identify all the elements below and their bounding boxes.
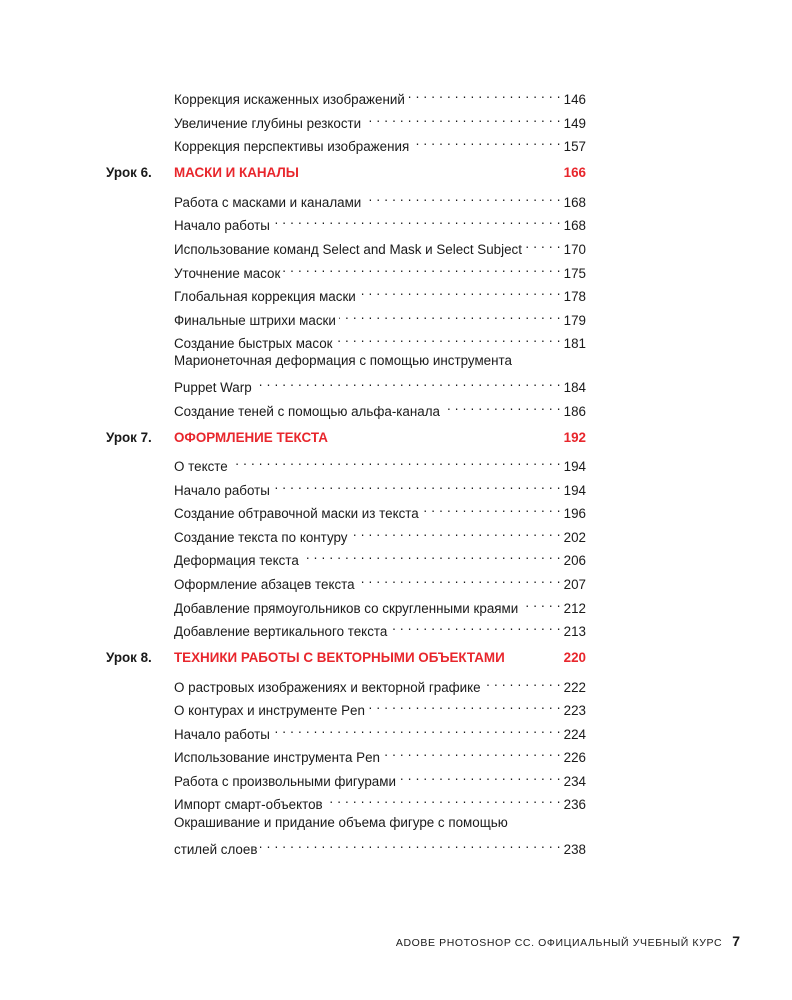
toc-entry[interactable] xyxy=(174,281,586,304)
toc-entry-page: 194 xyxy=(563,459,586,474)
toc-entry-title: Puppet Warp xyxy=(174,380,252,395)
toc-entry-page: 170 xyxy=(563,242,586,257)
dot-leader xyxy=(273,210,561,230)
toc-entry-title: Оформление абзацев текста xyxy=(174,577,355,592)
toc-entry-title: Начало работы xyxy=(174,218,270,233)
toc-entry-page: 207 xyxy=(563,577,586,592)
toc-entry-page: 222 xyxy=(563,680,586,695)
lesson-heading[interactable] xyxy=(174,648,586,668)
dot-leader xyxy=(443,396,561,416)
toc-entry[interactable] xyxy=(174,108,586,131)
toc-entry-title: Создание текста по контуру xyxy=(174,530,348,545)
dot-leader xyxy=(358,569,561,589)
toc-entry[interactable] xyxy=(174,569,586,592)
toc-entry-title: Деформация текста xyxy=(174,553,299,568)
toc-entry-title: Создание быстрых масок xyxy=(174,336,333,351)
toc-entry-title: Импорт смарт-объектов xyxy=(174,797,323,812)
toc-entry-page: 181 xyxy=(563,336,586,351)
toc-entry[interactable] xyxy=(174,234,586,257)
toc-entry-page: 194 xyxy=(563,483,586,498)
toc-entry-page: 223 xyxy=(563,703,586,718)
toc-entry-title: Глобальная коррекция маски xyxy=(174,289,356,304)
toc-entry-page: 212 xyxy=(563,601,586,616)
toc-entry-title: О растровых изображениях и векторной графике xyxy=(174,680,481,695)
toc-entry-first-line[interactable]: Окрашивание и придание объема фигуре с помощью xyxy=(174,815,508,830)
dot-leader xyxy=(364,187,560,207)
toc-entry-page: 179 xyxy=(563,313,586,328)
toc-entry-page: 196 xyxy=(563,506,586,521)
toc-entry-title: Начало работы xyxy=(174,727,270,742)
dot-leader xyxy=(399,766,561,786)
toc-entry[interactable] xyxy=(174,475,586,498)
dot-leader xyxy=(422,498,561,518)
toc-entry[interactable] xyxy=(174,498,586,521)
dot-leader xyxy=(326,789,561,809)
toc-entry-page: 213 xyxy=(563,624,586,639)
lesson-heading[interactable] xyxy=(174,428,586,448)
dot-leader xyxy=(351,522,561,542)
toc-entry[interactable] xyxy=(174,131,586,154)
toc-entry-title: О контурах и инструменте Pen xyxy=(174,703,365,718)
toc-entry-title: Добавление прямоугольников со скругленными краями xyxy=(174,601,519,616)
toc-entry[interactable] xyxy=(174,305,586,328)
dot-leader xyxy=(260,834,560,854)
toc-entry[interactable] xyxy=(174,451,586,474)
toc-entry-title: Использование команд Select and Mask и Select Subject xyxy=(174,242,522,257)
toc-entry-title: Коррекция перспективы изображения xyxy=(174,139,410,154)
toc-entry-title: Использование инструмента Pen xyxy=(174,750,380,765)
toc-entry-page: 157 xyxy=(563,139,586,154)
toc-entry[interactable] xyxy=(174,522,586,545)
toc-entry-page: 146 xyxy=(563,92,586,107)
running-footer-title: ADOBE PHOTOSHOP CC. ОФИЦИАЛЬНЫЙ УЧЕБНЫЙ КУРС xyxy=(395,937,723,949)
toc-entry[interactable] xyxy=(174,372,586,395)
page-footer xyxy=(396,933,740,953)
toc-entry-page: 186 xyxy=(563,404,586,419)
toc-entry-page: 149 xyxy=(563,116,586,131)
toc-entry[interactable] xyxy=(174,258,586,281)
dot-leader xyxy=(390,616,560,636)
dot-leader xyxy=(383,742,561,762)
page-number: 7 xyxy=(732,933,740,949)
toc-entry-page: 184 xyxy=(563,380,586,395)
lesson-title: ОФОРМЛЕНИЕ ТЕКСТА xyxy=(174,430,328,445)
toc-entry-title: О тексте xyxy=(174,459,228,474)
toc-entry[interactable] xyxy=(174,834,586,857)
toc-entry-page: 178 xyxy=(563,289,586,304)
lesson-page: 192 xyxy=(563,430,586,445)
toc-entry-page: 168 xyxy=(563,195,586,210)
dot-leader xyxy=(339,305,561,325)
toc-entry-first-line[interactable]: Марионеточная деформация с помощью инструмента xyxy=(174,353,512,368)
dot-leader xyxy=(412,131,560,151)
toc-entry[interactable] xyxy=(174,210,586,233)
toc-entry[interactable] xyxy=(174,593,586,616)
toc-entry-title: Начало работы xyxy=(174,483,270,498)
dot-leader xyxy=(255,372,561,392)
toc-entry-page: 234 xyxy=(563,774,586,789)
toc-entry[interactable] xyxy=(174,672,586,695)
lesson-title: МАСКИ И КАНАЛЫ xyxy=(174,165,299,180)
dot-leader xyxy=(521,593,560,613)
lesson-label: Урок 8. xyxy=(106,650,152,665)
toc-entry[interactable] xyxy=(174,766,586,789)
toc-entry[interactable] xyxy=(174,789,586,812)
toc-entry[interactable] xyxy=(174,616,586,639)
toc-entry-title: Увеличение глубины резкости xyxy=(174,116,362,131)
dot-leader xyxy=(302,545,561,565)
toc-entry-title: Создание обтравочной маски из текста xyxy=(174,506,419,521)
dot-leader xyxy=(336,328,561,348)
dot-leader xyxy=(368,695,561,715)
toc-entry-page: 226 xyxy=(563,750,586,765)
dot-leader xyxy=(273,475,561,495)
toc-entry-page: 175 xyxy=(563,266,586,281)
lesson-heading[interactable] xyxy=(174,163,586,183)
toc-entry-title: Создание теней с помощью альфа-канала xyxy=(174,404,440,419)
lesson-page: 166 xyxy=(563,165,586,180)
dot-leader xyxy=(359,281,561,301)
toc-entry-title: Работа с произвольными фигурами xyxy=(174,774,396,789)
toc-entry-title: Уточнение масок xyxy=(174,266,281,281)
lesson-label: Урок 6. xyxy=(106,165,152,180)
toc-entry-page: 236 xyxy=(563,797,586,812)
toc-entry-title: Работа с масками и каналами xyxy=(174,195,362,210)
toc-entry[interactable] xyxy=(174,545,586,568)
toc-entry-title: Финальные штрихи маски xyxy=(174,313,336,328)
toc-entry[interactable] xyxy=(174,719,586,742)
toc-entry-page: 202 xyxy=(563,530,586,545)
toc-entry[interactable] xyxy=(174,84,586,107)
dot-leader xyxy=(364,108,561,128)
lesson-label: Урок 7. xyxy=(106,430,152,445)
toc-entry-title: Добавление вертикального текста xyxy=(174,624,388,639)
dot-leader xyxy=(283,258,560,278)
dot-leader xyxy=(525,234,561,254)
dot-leader xyxy=(231,451,561,471)
lesson-title: ТЕХНИКИ РАБОТЫ С ВЕКТОРНЫМИ ОБЪЕКТАМИ xyxy=(174,650,505,665)
toc-entry[interactable] xyxy=(174,187,586,210)
toc-entry[interactable] xyxy=(174,742,586,765)
toc-entry-page: 206 xyxy=(563,553,586,568)
toc-entry[interactable] xyxy=(174,396,586,419)
toc-entry[interactable] xyxy=(174,328,586,351)
toc-entry-page: 168 xyxy=(563,218,586,233)
toc-entry-page: 238 xyxy=(563,842,586,857)
dot-leader xyxy=(408,84,561,104)
lesson-page: 220 xyxy=(563,650,586,665)
toc-entry-title: стилей слоев xyxy=(174,842,258,857)
dot-leader xyxy=(273,719,561,739)
toc-entry[interactable] xyxy=(174,695,586,718)
toc-entry-title: Коррекция искаженных изображений xyxy=(174,92,405,107)
toc-entry-page: 224 xyxy=(563,727,586,742)
dot-leader xyxy=(484,672,561,692)
